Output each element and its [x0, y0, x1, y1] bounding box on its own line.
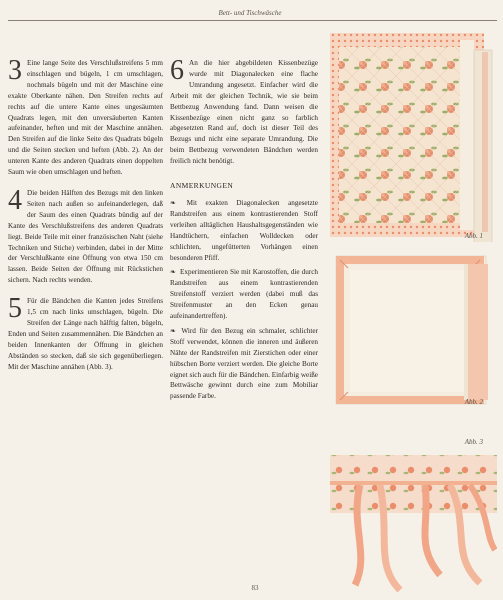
- dropcap: 3: [8, 55, 22, 86]
- figure-caption-2: Abb. 2: [464, 398, 483, 406]
- dropcap: 4: [8, 184, 22, 216]
- note-text: Mit exakten Diagonalecken angesetzte Randstreifen aus einem kontrastierenden Stoff verleihen alltäglichen Haushaltsgegenständen wie Handtüchern, einfachen Wolldecken oder schlichten, ungefütterten Vorhängen einen besonderen Pfiff.: [170, 198, 318, 262]
- floral-duvet-illustration: [330, 32, 497, 242]
- paragraph-text: Für die Bändchen die Kanten jedes Streifens 1,5 cm nach links umschlagen, bügeln. Die Streifen der Länge nach hälftig falten, bügeln, Enden und Seiten zusammennähen. Die Bändchen an beiden Innenkanten der Öffnung in gleichen Abständen so stecken, daß sie sich gegenüberliegen. Mit der Maschine annähen (Abb. 3).: [8, 297, 163, 371]
- note-item: [170, 326, 318, 402]
- note-text: Wird für den Bezug ein schmaler, schlichter Stoff verwendet, können die inneren und äußeren Nähte der Randstreifen mit Zierstichen oder einer hübschen Borte verziert werden. Die gleiche Borte eignet sich auch für die Bändchen. Einfarbig weiße Bettwäsche gewinnt durch eine zum Mobiliar passende Farbe.: [170, 326, 318, 401]
- step-paragraph-3: [8, 55, 163, 178]
- page-number: 83: [251, 584, 259, 592]
- notes-heading: ANMERKUNGEN: [170, 181, 234, 191]
- paragraph-text: An die hier abgebildeten Kissenbezüge wurde mit Diagonalecken eine flache Umrandung angesetzt. Einfacher wird die Arbeit mit der gleichen Technik, wie sie beim Bettbezug Anwendung fand. Dann weisen die Kissenbezüge einen nicht ganz so farblich abgesetzten Rand auf, doch ist dieser Teil des Bezugs und nicht eine separate Umrandung. Die beim Bettbezug verwendeten Bändchen werden freilich nicht benötigt.: [170, 59, 318, 166]
- ribbon-ties-illustration: [330, 425, 497, 595]
- paragraph-text: Eine lange Seite des Verschlußstreifens 5 mm einschlagen und bügeln, 1 cm umschlagen, nochmals bügeln und mit der Maschine eine exakte Oberkante nähen. Den Streifen rechts auf rechts auf die untere Kante eines ungesäumten Quadrats legen, mit den unversäuberten Kanten aufeinander, heften und mit der Maschine annähen. Den Streifen auf die linke Seite des Quadrats bügeln und die Seiten stecken und heften (Abb. 2). An der unteren Kante des anderen Quadrats einen doppelten Saum wie oben umschlagen und heften.: [8, 59, 163, 177]
- leaf-bullet-icon: ❧: [170, 268, 177, 277]
- running-header: Bett- und Tischwäsche: [150, 8, 350, 18]
- header-rule: [8, 20, 497, 21]
- note-item: [170, 198, 318, 263]
- figure-mitred-frame: [330, 250, 497, 410]
- note-item: [170, 267, 318, 322]
- step-paragraph-6: [170, 55, 318, 167]
- leaf-bullet-icon: ❧: [170, 198, 177, 207]
- note-text: Experimentieren Sie mit Karostoffen, die durch Randstreifen aus einem kontrastierenden Streifenstoff verziert werden (dabei muß das Streifenmuster an den Ecken genau aufeinandertreffen).: [170, 268, 318, 321]
- dropcap: 5: [8, 293, 22, 325]
- mitred-frame-illustration: [330, 250, 497, 410]
- leaf-bullet-icon: ❧: [170, 326, 177, 335]
- paragraph-text: Die beiden Hälften des Bezugs mit den linken Seiten nach außen so aufeinanderlegen, daß der Saum des einen Quadrats bündig auf der Kante des Verschlußstreifens des anderen Quadrats liegt. Beide Teile mit einer französischen Naht (siehe Techniken und Stiche) verbinden, dabei in der Mitte der Verschlußkante eine Öffnung von etwa 150 cm lassen. Beide Seiten der Öffnung mit Rückstichen sichern. Nach rechts wenden.: [8, 188, 163, 285]
- text-column-left: [8, 55, 163, 382]
- figure-caption-1: Abb. 1: [464, 232, 483, 240]
- figure-ribbon-ties: [330, 425, 497, 595]
- text-column-middle: [170, 55, 318, 406]
- step-paragraph-4: [8, 184, 163, 286]
- figure-caption-3: Abb. 3: [464, 438, 483, 446]
- figure-floral-duvet: [330, 32, 497, 242]
- step-paragraph-5: [8, 293, 163, 372]
- dropcap: 6: [170, 55, 184, 86]
